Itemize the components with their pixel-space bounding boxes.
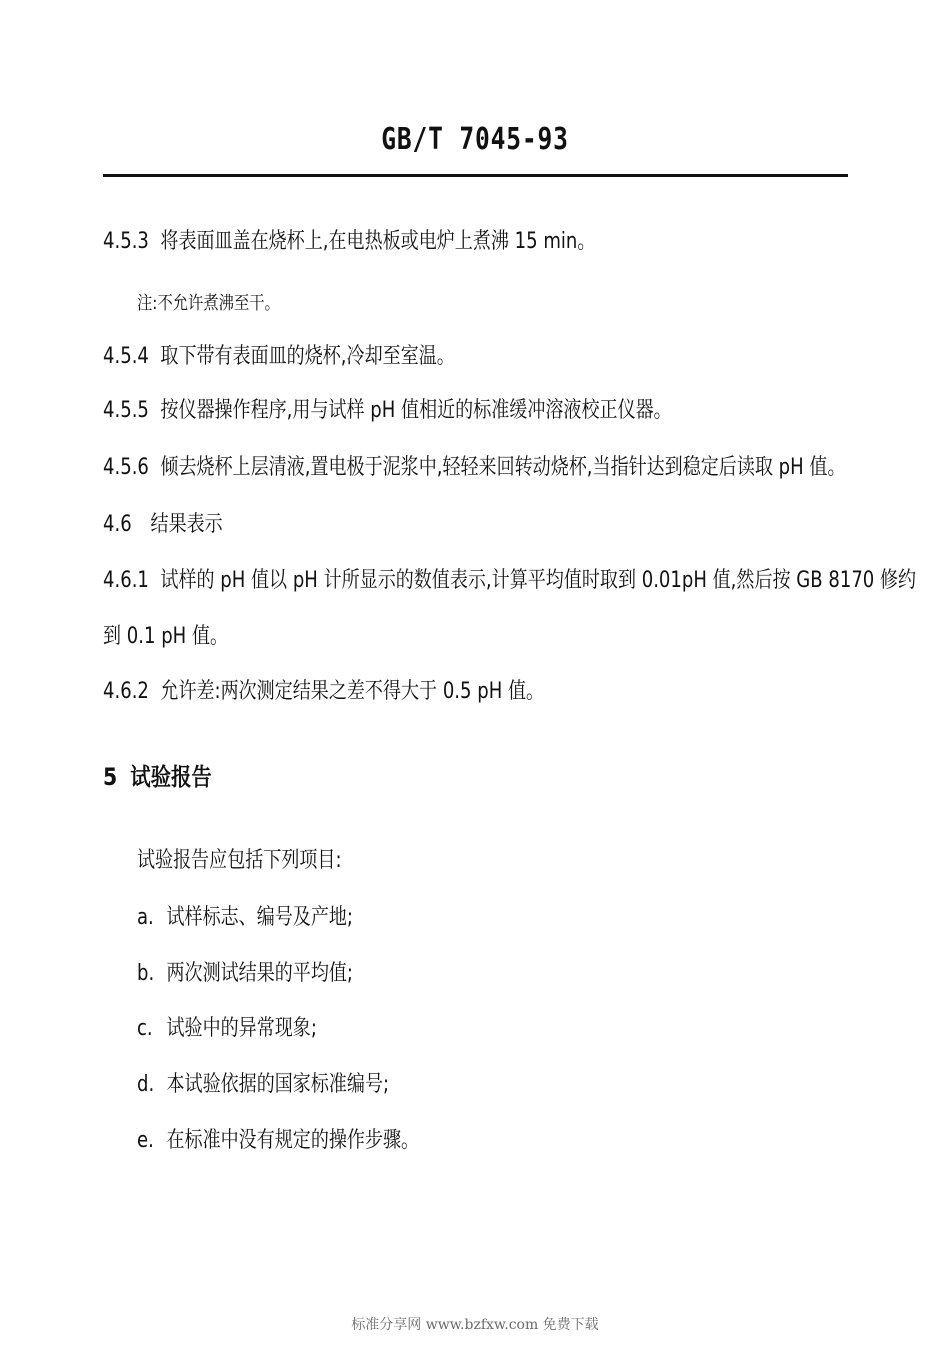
list-item-label: c. xyxy=(137,1016,153,1041)
clause-4-6-2 xyxy=(103,674,544,705)
clause-text: 试样的 pH 值以 pH 计所显示的数值表示,计算平均值时取到 0.01pH 值,然后按 GB 8170 修约 xyxy=(160,568,917,593)
clause-number: 4.6.2 xyxy=(103,679,149,704)
clause-text: 取下带有表面皿的烧杯,冷却至室温。 xyxy=(160,344,455,369)
list-item-text: 在标准中没有规定的操作步骤。 xyxy=(166,1128,420,1153)
clause-number: 4.5.5 xyxy=(103,398,149,423)
header-rule xyxy=(103,174,848,177)
list-item-label: b. xyxy=(137,961,155,986)
list-item xyxy=(137,956,353,987)
clause-text: 按仪器操作程序,用与试样 pH 值相近的标准缓冲溶液校正仪器。 xyxy=(160,398,672,423)
list-item xyxy=(137,900,353,931)
section-number: 5 xyxy=(103,763,118,791)
list-item-label: d. xyxy=(137,1072,155,1097)
clause-4-5-5 xyxy=(103,393,672,424)
section-4-6-heading xyxy=(103,507,223,538)
footer-watermark: 标准分享网 www.bzfxw.com 免费下载 xyxy=(351,1317,599,1333)
note-text: 注:不允许煮沸至干。 xyxy=(137,293,280,314)
list-item-text: 本试验依据的国家标准编号; xyxy=(166,1072,390,1097)
list-item xyxy=(137,1067,389,1098)
clause-number: 4.5.3 xyxy=(103,229,149,254)
document-code-header: GB/T 7045-93 xyxy=(381,122,569,157)
section-title: 试验报告 xyxy=(130,763,212,791)
list-item-label: e. xyxy=(137,1128,154,1153)
clause-text: 允许差:两次测定结果之差不得大于 0.5 pH 值。 xyxy=(160,679,545,704)
clause-number: 4.6.1 xyxy=(103,568,149,593)
list-item-text: 试样标志、编号及产地; xyxy=(166,905,354,930)
list-item xyxy=(137,1123,419,1154)
clause-4-5-4 xyxy=(103,339,455,370)
list-item-text: 两次测试结果的平均值; xyxy=(166,961,354,986)
clause-number: 4.5.6 xyxy=(103,455,149,480)
clause-4-5-3 xyxy=(103,224,595,255)
list-item xyxy=(137,1011,317,1042)
clause-number: 4.5.4 xyxy=(103,344,149,369)
clause-number: 4.6 xyxy=(103,512,132,537)
list-item-label: a. xyxy=(137,905,154,930)
list-item-text: 试验中的异常现象; xyxy=(166,1016,317,1041)
clause-text: 倾去烧杯上层清液,置电极于泥浆中,轻轻来回转动烧杯,当指针达到稳定后读取 pH 值。 xyxy=(160,455,846,480)
clause-text: 将表面皿盖在烧杯上,在电热板或电炉上煮沸 15 min。 xyxy=(160,229,596,254)
section-5-heading xyxy=(103,757,212,792)
clause-4-6-1 xyxy=(103,563,916,594)
clause-4-5-6 xyxy=(103,450,845,481)
clause-4-6-1-continued: 到 0.1 pH 值。 xyxy=(103,624,229,649)
clause-text: 结果表示 xyxy=(150,512,223,537)
report-intro: 试验报告应包括下列项目: xyxy=(137,848,342,873)
